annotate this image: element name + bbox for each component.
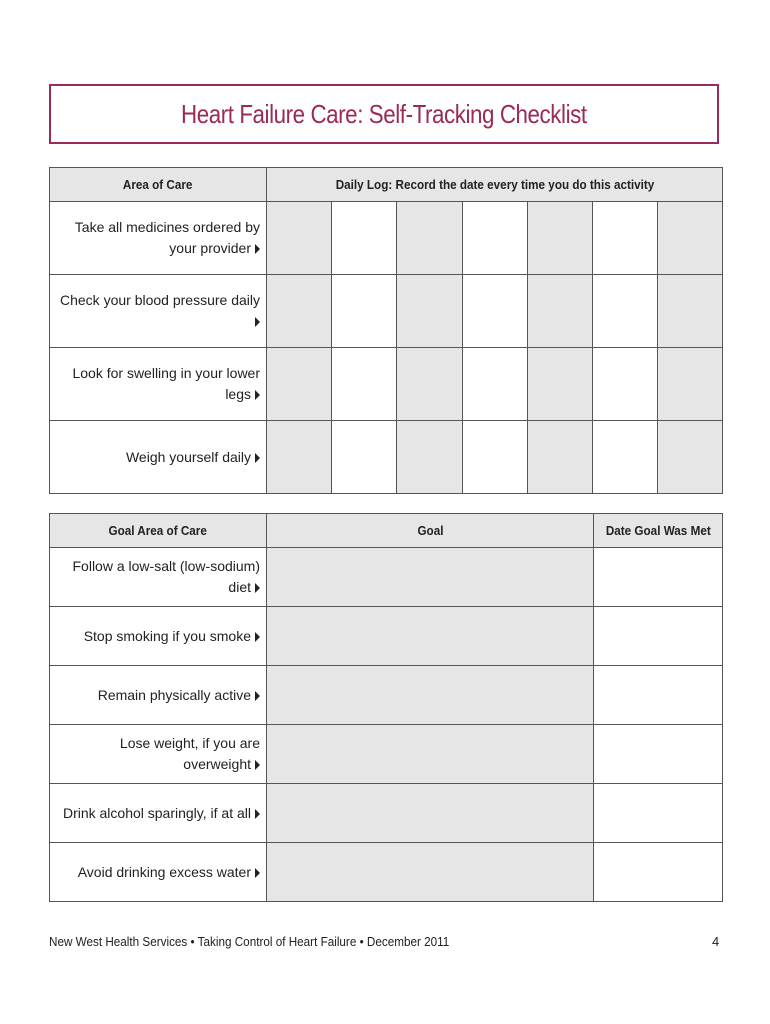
table-row (50, 607, 723, 666)
page-number: 4 (712, 934, 720, 949)
log-cell[interactable] (658, 421, 723, 494)
log-cell[interactable] (658, 202, 723, 275)
goal-cell[interactable] (267, 548, 594, 607)
log-cell[interactable] (528, 348, 593, 421)
log-cell[interactable] (593, 275, 658, 348)
arrow-right-icon (255, 244, 260, 254)
log-cell[interactable] (267, 348, 332, 421)
area-of-care-header: Area of Care (50, 168, 267, 202)
area-of-care-label: Take all medicines ordered by your provider (50, 202, 267, 275)
arrow-right-icon (255, 583, 260, 593)
date-met-cell[interactable] (594, 548, 723, 607)
log-cell[interactable] (528, 275, 593, 348)
table-row (50, 202, 723, 275)
goal-cell[interactable] (267, 784, 594, 843)
arrow-right-icon (255, 760, 260, 770)
title-box (49, 84, 719, 144)
arrow-right-icon (255, 632, 260, 642)
goal-area-label: Lose weight, if you are overweight (50, 725, 267, 784)
log-cell[interactable] (463, 275, 528, 348)
table-row (50, 666, 723, 725)
table-row (50, 843, 723, 902)
log-cell[interactable] (593, 421, 658, 494)
daily-log-table (49, 167, 723, 494)
table-row (50, 421, 723, 494)
goal-header: Goal (267, 514, 594, 548)
arrow-right-icon (255, 809, 260, 819)
table-row (50, 348, 723, 421)
log-cell[interactable] (267, 202, 332, 275)
log-cell[interactable] (332, 275, 397, 348)
goal-table (49, 513, 723, 902)
date-met-cell[interactable] (594, 725, 723, 784)
log-cell[interactable] (397, 421, 463, 494)
log-cell[interactable] (528, 202, 593, 275)
date-met-cell[interactable] (594, 666, 723, 725)
date-met-cell[interactable] (594, 843, 723, 902)
area-of-care-label: Look for swelling in your lower legs (50, 348, 267, 421)
table-row (50, 548, 723, 607)
goal-cell[interactable] (267, 666, 594, 725)
footer-text: New West Health Services • Taking Control of Heart Failure • December 2011 (49, 934, 450, 949)
log-cell[interactable] (463, 421, 528, 494)
goal-area-label: Drink alcohol sparingly, if at all (50, 784, 267, 843)
goal-cell[interactable] (267, 843, 594, 902)
daily-log-header: Daily Log: Record the date every time you do this activity (267, 168, 723, 202)
log-cell[interactable] (332, 348, 397, 421)
log-cell[interactable] (463, 202, 528, 275)
log-cell[interactable] (267, 275, 332, 348)
goal-area-label: Follow a low-salt (low-sodium) diet (50, 548, 267, 607)
log-cell[interactable] (593, 348, 658, 421)
table-row (50, 784, 723, 843)
date-goal-met-header: Date Goal Was Met (594, 514, 723, 548)
table-row (50, 725, 723, 784)
arrow-right-icon (255, 390, 260, 400)
daily-log-header-row (50, 168, 723, 202)
log-cell[interactable] (463, 348, 528, 421)
arrow-right-icon (255, 317, 260, 327)
log-cell[interactable] (593, 202, 658, 275)
log-cell[interactable] (332, 202, 397, 275)
date-met-cell[interactable] (594, 607, 723, 666)
table-row (50, 275, 723, 348)
log-cell[interactable] (528, 421, 593, 494)
arrow-right-icon (255, 453, 260, 463)
goal-area-label: Stop smoking if you smoke (50, 607, 267, 666)
goal-area-header: Goal Area of Care (50, 514, 267, 548)
area-of-care-label: Check your blood pressure daily (50, 275, 267, 348)
goal-area-label: Remain physically active (50, 666, 267, 725)
area-of-care-label: Weigh yourself daily (50, 421, 267, 494)
log-cell[interactable] (332, 421, 397, 494)
arrow-right-icon (255, 691, 260, 701)
log-cell[interactable] (658, 348, 723, 421)
goal-cell[interactable] (267, 607, 594, 666)
log-cell[interactable] (397, 348, 463, 421)
log-cell[interactable] (397, 275, 463, 348)
goal-cell[interactable] (267, 725, 594, 784)
page-title: Heart Failure Care: Self-Tracking Checklist (181, 98, 587, 129)
log-cell[interactable] (658, 275, 723, 348)
goal-area-label: Avoid drinking excess water (50, 843, 267, 902)
date-met-cell[interactable] (594, 784, 723, 843)
log-cell[interactable] (267, 421, 332, 494)
goal-header-row (50, 514, 723, 548)
arrow-right-icon (255, 868, 260, 878)
log-cell[interactable] (397, 202, 463, 275)
